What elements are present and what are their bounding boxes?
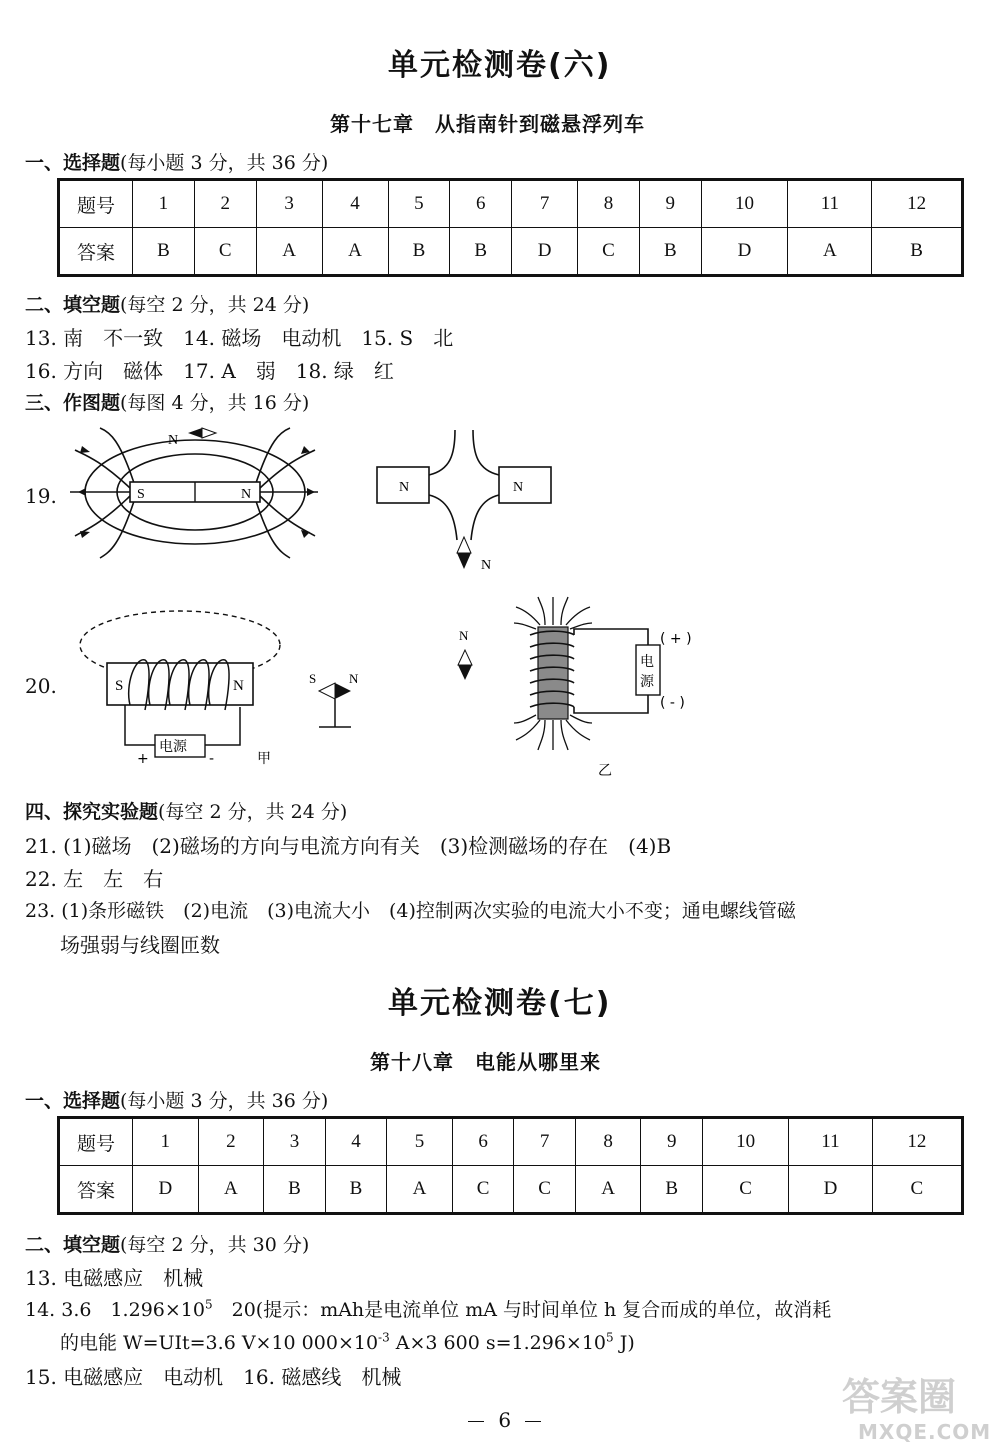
table-row-numbers: 题号 1 2 3 4 5 6 7 8 9 10 11 12 xyxy=(59,180,963,228)
bar-magnet-field-figure xyxy=(60,420,330,570)
unit6-section3-heading: 三、作图题(每图 4 分，共 16 分) xyxy=(25,392,310,414)
unit7-fill-line-1: 13. 电磁感应 机械 xyxy=(25,1266,204,1290)
figure-label-S: S xyxy=(115,678,124,694)
figure-label-plus: + xyxy=(137,751,149,767)
unit6-fill-line-2: 16. 方向 磁体 17. A 弱 18. 绿 红 xyxy=(25,359,394,383)
unit6-section1-heading: 一、选择题(每小题 3 分，共 36 分) xyxy=(25,152,329,174)
unit6-section4-heading: 四、探究实验题(每空 2 分，共 24 分) xyxy=(25,801,348,823)
unit6-exp-line-3: 23. (1)条形磁铁 (2)电流 (3)电流大小 (4)控制两次实验的电流大小不变；通电螺线管磁 xyxy=(25,900,796,922)
watermark-logo: 答案圈 xyxy=(842,1375,957,1419)
figure-label-source: 电源 xyxy=(159,739,187,755)
unit7-chapter: 第十八章 电能从哪里来 xyxy=(370,1050,601,1074)
solenoid-yi-figure xyxy=(450,595,710,785)
figure-label-N: N xyxy=(233,678,244,694)
figure-label-plus: ( + ) xyxy=(660,631,692,647)
figure-label-N-needle: N xyxy=(168,433,179,448)
unit7-title: 单元检测卷(七) xyxy=(388,986,612,1021)
unit6-exp-line-2: 22. 左 左 右 xyxy=(25,867,164,891)
figure-label-N: N xyxy=(241,487,252,502)
unit6-title: 单元检测卷(六) xyxy=(388,48,612,83)
figure-label-N-needle: N xyxy=(481,558,492,573)
question-20-label: 20. xyxy=(25,674,57,698)
question-19-label: 19. xyxy=(25,484,57,508)
unit6-answer-table xyxy=(57,178,964,277)
unit6-chapter: 第十七章 从指南针到磁悬浮列车 xyxy=(330,112,645,136)
unit6-section2-heading: 二、填空题(每空 2 分，共 24 分) xyxy=(25,294,310,316)
table-row-answers: 答案 D A B B A C C A B C D C xyxy=(59,1166,963,1214)
unit6-exp-line-4: 场强弱与线圈匝数 xyxy=(60,933,220,957)
unit7-answer-table xyxy=(57,1116,964,1215)
row-label-answer: 答案 xyxy=(59,1166,133,1214)
unit7-section2-heading: 二、填空题(每空 2 分，共 30 分) xyxy=(25,1234,310,1256)
unit6-fill-line-1: 13. 南 不一致 14. 磁场 电动机 15. S 北 xyxy=(25,326,454,350)
unit7-fill-line-4: 15. 电磁感应 电动机 16. 磁感线 机械 xyxy=(25,1365,402,1389)
row-label-answer: 答案 xyxy=(59,228,133,276)
figure-label-S: S xyxy=(309,671,317,686)
compass-stand-figure xyxy=(305,665,365,740)
figure-label-minus: ( - ) xyxy=(660,695,685,711)
row-label-question: 题号 xyxy=(59,180,133,228)
unit7-fill-line-2: 14. 3.6 $1.296\times 10^5$ 20(提示：mAh是电流单位 mA 与时间单位 h 复合而成的单位，故消耗 xyxy=(25,1297,832,1321)
figure-label-N-right: N xyxy=(513,480,524,495)
figure-label-S: S xyxy=(137,487,145,502)
figure-label-minus: - xyxy=(209,751,215,767)
watermark-url: MXQE.COM xyxy=(858,1420,992,1444)
figure-label-yi: 乙 xyxy=(598,763,612,779)
figure-label-N-needle: N xyxy=(459,628,469,643)
table-row-numbers: 题号 1 2 3 4 5 6 7 8 9 10 11 12 xyxy=(59,1118,963,1166)
figure-label-N: N xyxy=(349,671,359,686)
unit7-section1-heading: 一、选择题(每小题 3 分，共 36 分) xyxy=(25,1090,329,1112)
row-label-question: 题号 xyxy=(59,1118,133,1166)
figure-label-N-left: N xyxy=(399,480,410,495)
solenoid-jia-figure xyxy=(75,605,290,770)
figure-label-source-1: 电 xyxy=(640,654,654,670)
figure-label-jia: 甲 xyxy=(257,751,271,767)
page-number: 6 xyxy=(468,1408,541,1432)
two-north-poles-figure xyxy=(375,425,555,575)
unit7-fill-line-3: 的电能 W=UIt=3.6 V×10 $000\times 10^{-3}$ A×3 600 $s=1.296\times 10^5$ J) xyxy=(60,1330,635,1354)
table-row-answers: 答案 B C A A B B D C B D A B xyxy=(59,228,963,276)
unit6-exp-line-1: 21. (1)磁场 (2)磁场的方向与电流方向有关 (3)检测磁场的存在 (4)B xyxy=(25,834,672,858)
figure-label-source-2: 源 xyxy=(640,674,654,690)
